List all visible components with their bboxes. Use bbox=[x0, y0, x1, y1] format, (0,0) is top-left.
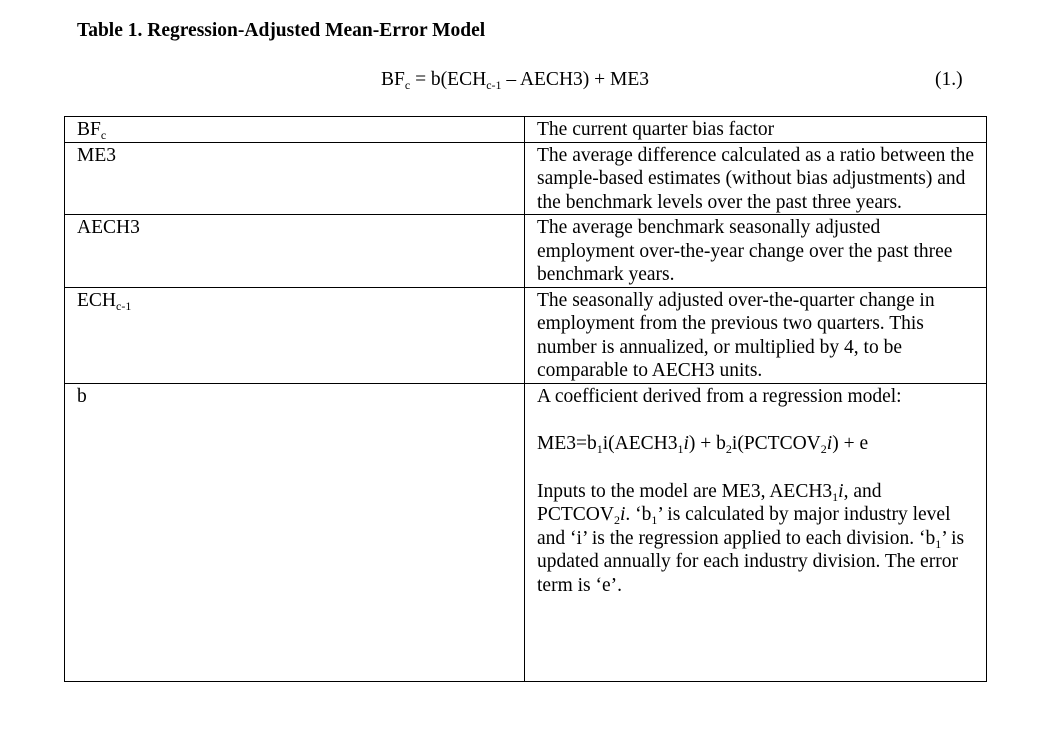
definition-intro: A coefficient derived from a regression model: bbox=[537, 385, 902, 407]
term-sub: c bbox=[100, 128, 107, 142]
definition-cell bbox=[525, 383, 987, 681]
term-cell bbox=[65, 287, 525, 383]
table-title: Table 1. Regression-Adjusted Mean-Error Model bbox=[77, 20, 486, 41]
eq-mid: = b(ECH bbox=[410, 69, 487, 90]
term-sub: c-1 bbox=[116, 298, 132, 313]
definition-cell: The seasonally adjusted over-the-quarter change in employment from the previous two quarters. This number is annualized, or multiplied by 4, to be comparable to AECH3 units. bbox=[525, 287, 987, 383]
term: BF bbox=[77, 119, 101, 140]
eq-rest: – AECH3) + ME3 bbox=[501, 69, 650, 90]
equation bbox=[381, 68, 649, 92]
eq-bf: BF bbox=[381, 69, 405, 90]
table-row bbox=[65, 215, 987, 288]
definition-cell: The average difference calculated as a ratio between the sample-based estimates (without bias adjustments) and the benchmark levels over the past three years. bbox=[525, 142, 987, 215]
term: ECH bbox=[77, 289, 116, 311]
definition-cell: The average benchmark seasonally adjusted employment over-the-year change over the past three benchmark years. bbox=[525, 215, 987, 288]
term-cell: b bbox=[65, 383, 525, 681]
table-row bbox=[65, 117, 987, 143]
term-cell bbox=[65, 117, 525, 143]
table-row bbox=[65, 383, 987, 681]
eq-bf-sub: c bbox=[404, 78, 411, 92]
definition-cell: The current quarter bias factor bbox=[525, 117, 987, 143]
term-cell: ME3 bbox=[65, 142, 525, 215]
table-row bbox=[65, 142, 987, 215]
equation-number: (1.) bbox=[935, 69, 963, 90]
definitions-table bbox=[64, 116, 987, 682]
term-cell: AECH3 bbox=[65, 215, 525, 288]
regression-model: $ME3=b_1i(AECH3_1i)$ + $b_2i(PCTCOV_2i) + e$ bbox=[537, 433, 869, 456]
eq-ech-sub: c-1 bbox=[486, 78, 502, 92]
model-inputs: Inputs to the model are ME3, $AECH3_1i$, and $PCTCOV_2i$. ‘$b_1$’ is calculated by major industry level and ‘i’ is the regression applied to each division. ‘$b_1$’ is updated annually for each industry division. The error term is ‘e’. bbox=[537, 480, 965, 596]
table-row bbox=[65, 287, 987, 383]
